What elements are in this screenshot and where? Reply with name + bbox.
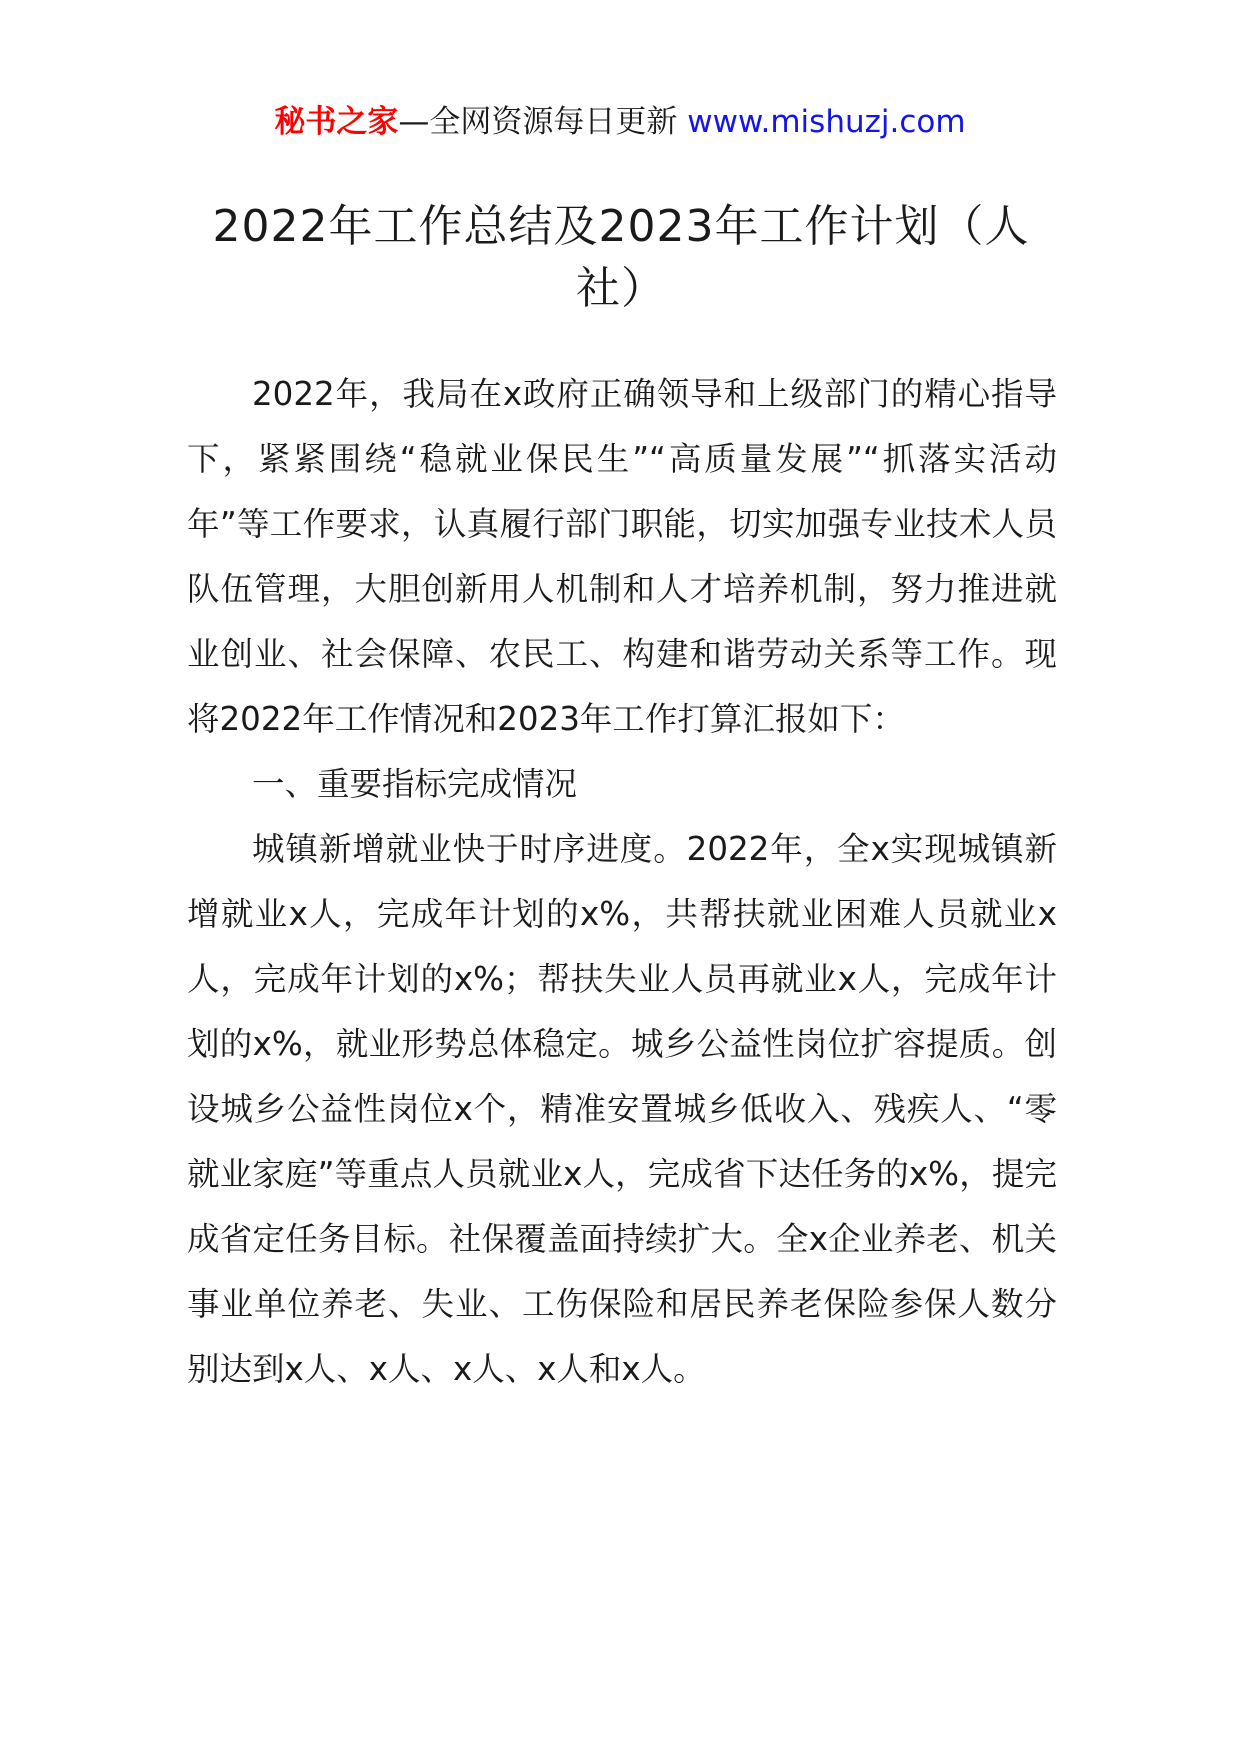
- header-tagline: —全网资源每日更新: [398, 104, 678, 140]
- body-paragraph: 城镇新增就业快于时序进度。2022年，全x实现城镇新增就业x人，完成年计划的x%，共帮扶就业困难人员就业x人，完成年计划的x%；帮扶失业人员再就业x人，完成年计划的x%，就业形势总体稳定。城乡公益性岗位扩容提质。创设城乡公益性岗位x个，精准安置城乡低收入、残疾人、“零就业家庭”等重点人员就业x人，完成省下达任务的x%，提完成省定任务目标。社保覆盖面持续扩大。全x企业养老、机关事业单位养老、失业、工伤保险和居民养老保险参保人数分别达到x人、x人、x人、x人和x人。: [187, 830, 1057, 1388]
- document-title: 2022年工作总结及2023年工作计划（人社）: [212, 201, 1030, 314]
- document-body: [187, 362, 1057, 1402]
- section-heading: 一、重要指标完成情况: [252, 765, 578, 803]
- website-link[interactable]: www.mishuzj.com: [687, 104, 966, 140]
- intro-paragraph: 2022年，我局在x政府正确领导和上级部门的精心指导下，紧紧围绕“稳就业保民生”“高质量发展”“抓落实活动年”等工作要求，认真履行部门职能，切实加强专业技术人员队伍管理，大胆创新用人机制和人才培养机制，努力推进就业创业、社会保障、农民工、构建和谐劳动关系等工作。现将2022年工作情况和2023年工作打算汇报如下：: [187, 375, 1057, 738]
- brand-name: 秘书之家: [274, 104, 399, 140]
- page-header: [0, 100, 1240, 144]
